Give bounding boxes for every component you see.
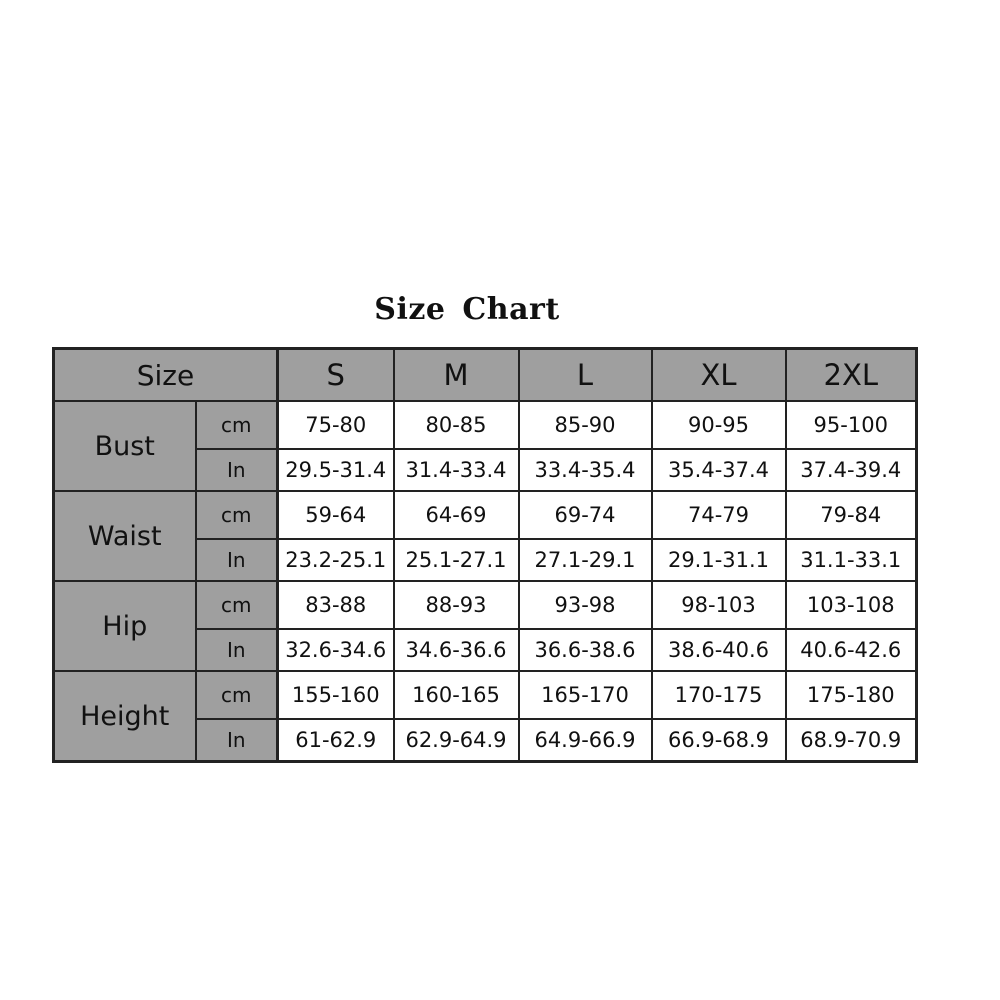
value-cell: 175-180: [786, 671, 917, 719]
value-cell: 36.6-38.6: [519, 629, 652, 671]
value-cell: 79-84: [786, 491, 917, 539]
value-cell: 170-175: [652, 671, 786, 719]
unit-label-cm: cm: [196, 581, 278, 629]
value-cell: 64.9-66.9: [519, 719, 652, 762]
size-column-header: 2XL: [786, 349, 917, 402]
value-cell: 95-100: [786, 401, 917, 449]
value-cell: 23.2-25.1: [278, 539, 394, 581]
value-cell: 75-80: [278, 401, 394, 449]
size-header-cell: Size: [54, 349, 278, 402]
unit-label-cm: cm: [196, 401, 278, 449]
header-row: [54, 349, 917, 402]
value-cell: 38.6-40.6: [652, 629, 786, 671]
unit-label-cm: cm: [196, 491, 278, 539]
value-cell: 34.6-36.6: [394, 629, 519, 671]
value-cell: 31.4-33.4: [394, 449, 519, 491]
value-cell: 29.1-31.1: [652, 539, 786, 581]
value-cell: 27.1-29.1: [519, 539, 652, 581]
value-cell: 33.4-35.4: [519, 449, 652, 491]
value-cell: 68.9-70.9: [786, 719, 917, 762]
value-cell: 64-69: [394, 491, 519, 539]
value-cell: 93-98: [519, 581, 652, 629]
value-cell: 83-88: [278, 581, 394, 629]
size-column-header: S: [278, 349, 394, 402]
value-cell: 69-74: [519, 491, 652, 539]
value-cell: 59-64: [278, 491, 394, 539]
page-title: Size Chart: [374, 292, 560, 327]
size-column-header: M: [394, 349, 519, 402]
value-cell: 80-85: [394, 401, 519, 449]
unit-label-in: In: [196, 539, 278, 581]
measurement-label-hip: Hip: [54, 581, 196, 671]
unit-label-cm: cm: [196, 671, 278, 719]
value-cell: 98-103: [652, 581, 786, 629]
value-cell: 37.4-39.4: [786, 449, 917, 491]
unit-label-in: In: [196, 629, 278, 671]
value-cell: 88-93: [394, 581, 519, 629]
value-cell: 29.5-31.4: [278, 449, 394, 491]
table-row: [54, 671, 917, 719]
value-cell: 85-90: [519, 401, 652, 449]
value-cell: 61-62.9: [278, 719, 394, 762]
value-cell: 90-95: [652, 401, 786, 449]
measurement-label-height: Height: [54, 671, 196, 762]
value-cell: 31.1-33.1: [786, 539, 917, 581]
value-cell: 35.4-37.4: [652, 449, 786, 491]
value-cell: 40.6-42.6: [786, 629, 917, 671]
unit-label-in: In: [196, 449, 278, 491]
table-row: [54, 581, 917, 629]
value-cell: 25.1-27.1: [394, 539, 519, 581]
value-cell: 155-160: [278, 671, 394, 719]
value-cell: 66.9-68.9: [652, 719, 786, 762]
value-cell: 103-108: [786, 581, 917, 629]
table-row: [54, 401, 917, 449]
value-cell: 62.9-64.9: [394, 719, 519, 762]
size-chart-table: [52, 347, 918, 763]
table-row: [54, 491, 917, 539]
value-cell: 74-79: [652, 491, 786, 539]
measurement-label-bust: Bust: [54, 401, 196, 491]
unit-label-in: In: [196, 719, 278, 762]
size-column-header: L: [519, 349, 652, 402]
size-column-header: XL: [652, 349, 786, 402]
value-cell: 160-165: [394, 671, 519, 719]
value-cell: 32.6-34.6: [278, 629, 394, 671]
measurement-label-waist: Waist: [54, 491, 196, 581]
value-cell: 165-170: [519, 671, 652, 719]
